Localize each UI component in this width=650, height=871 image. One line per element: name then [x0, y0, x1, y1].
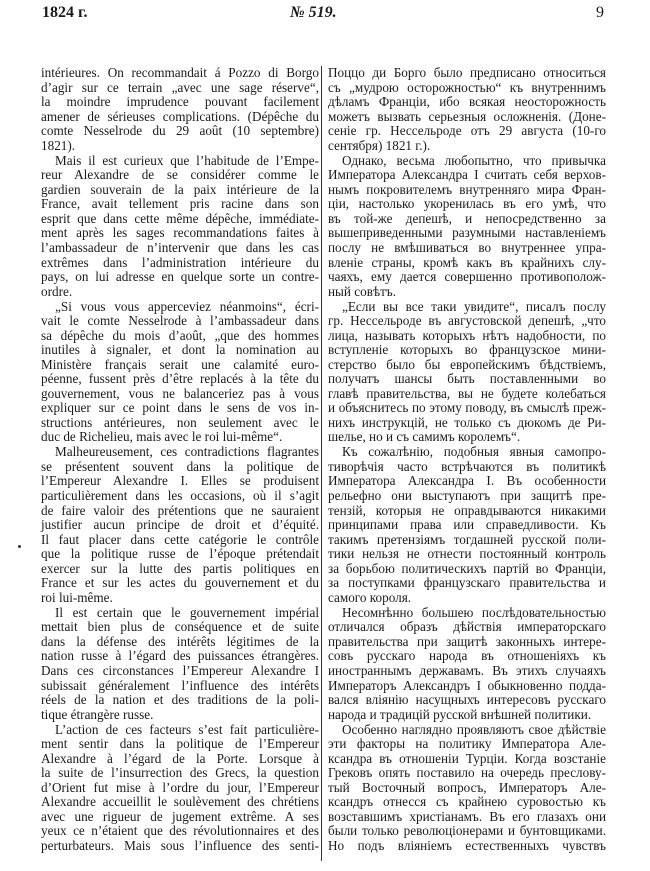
paragraph — [41, 723, 319, 854]
text-line: duc de Richelieu, mais avec le roi lui-même“. — [41, 429, 283, 445]
text-line: нымъ покровителемъ внутренняго мира Фран- — [328, 181, 606, 197]
text-line: réels de la nation et des traditions de la poli- — [41, 692, 319, 708]
text-line: дѣламъ Франціи, ибо всякая неосторожность — [328, 94, 606, 110]
paragraph — [41, 606, 319, 722]
text-line: лица, называть которыхъ нѣтъ надобности, по — [328, 327, 606, 343]
text-line: dans la défense des intérêts légitimes de la — [41, 633, 319, 649]
text-line: exercer sur la lutte des partis politiques en — [41, 560, 319, 576]
text-line: вступленіе которыхъ во французское мини- — [328, 342, 606, 358]
text-line: Императоръ Александръ I обыкновенно подда- — [328, 677, 606, 693]
paragraph — [41, 154, 319, 299]
text-line: Но подъ вліяніемъ естественныхъ чувствъ — [328, 837, 606, 853]
text-line: amener de sérieuses complications. (Dépêche du — [41, 108, 319, 124]
text-line: intérieures. On recommandait á Pozzo di Borgo — [41, 65, 319, 80]
text-line: Императора Александра I считать себя верхов- — [328, 167, 606, 183]
text-line: послу не вмѣшиваться во внутреннее упра- — [328, 239, 606, 255]
text-line: тиворѣчія часто встрѣчаются въ политикѣ — [328, 458, 606, 474]
text-line: particulièrement dans les occasions, où il s’agit — [41, 488, 319, 504]
text-line: vait le comte Nesselrode à l’ambassadeur dans — [41, 313, 319, 329]
text-line: возставшимъ христіанамъ. Въ его глазахъ они — [328, 808, 606, 824]
text-line: были только революціонерами и бунтовщиками. — [328, 823, 606, 839]
text-line: Dans ces circonstances l’Empereur Alexandre I — [41, 662, 319, 678]
text-line: pays, on lui adresse en quelque sorte un contre- — [41, 269, 319, 285]
russian-column — [328, 66, 606, 854]
text-line: главѣ правительства, вы не будете колебаться — [328, 385, 606, 401]
text-line: тый Восточный вопросъ, Императоръ Але- — [328, 779, 606, 795]
text-line: 1821). — [41, 137, 76, 153]
text-line: se présentent souvent dans la politique de — [41, 458, 319, 474]
text-line: de faire valoir des prétentions que ne sauraient — [41, 502, 319, 518]
paragraph — [328, 606, 606, 722]
text-line: сеніе гр. Нессельроде отъ 29 августа (10-го — [328, 123, 606, 139]
text-line: тики нельзя не отнести постоянный контроль — [328, 546, 606, 562]
text-line: Несомнѣнно большею послѣдовательностью — [342, 604, 606, 620]
text-line: la suite de l’insurrection des Grecs, la question — [41, 765, 319, 781]
text-line: Il faut placer dans cette catégorie le contrôle — [41, 531, 319, 547]
text-line: perturbateurs. Mais sous l’influence des senti- — [41, 837, 319, 853]
paragraph — [41, 66, 319, 153]
paragraph — [328, 723, 606, 854]
text-line: получатъ шансы быть поставленными во — [328, 371, 606, 387]
paragraph — [328, 154, 606, 299]
text-line: justifier aucun principe de droit et d’équité. — [41, 517, 319, 533]
text-line: expliquer sur ce point dans le sens de vos in- — [41, 400, 319, 416]
text-line: тензій, которыя не оправдываются никакими — [328, 502, 606, 518]
text-line: самого короля. — [328, 589, 412, 605]
text-line: avec une rigueur de jugement extrême. A ses — [41, 808, 319, 824]
text-line: вышеприведенными разумными наставленіемъ — [328, 225, 606, 241]
french-column — [41, 66, 319, 854]
scan-speck — [18, 545, 21, 548]
column-divider — [321, 66, 322, 861]
text-line: d’Orient fut mise à l’ordre du jour, l’Empereur — [41, 779, 319, 795]
text-line: ксандръ отнесся съ крайнею суровостью къ — [328, 794, 606, 810]
text-line: чаяхъ, ему дается совершенно противополож- — [328, 269, 606, 285]
text-line: la moindre imprudence pouvant facilement — [41, 94, 319, 110]
text-line: l’ambassadeur de n’intervenir que dans les cas — [41, 239, 319, 255]
text-line: ordre. — [41, 283, 73, 299]
text-line: иностраннымъ державамъ. Въ этихъ случаяхъ — [328, 662, 606, 678]
text-line: вленіе страны, кромѣ какъ въ крайнихъ слу- — [328, 254, 606, 270]
text-line: esprit que dans cette même dépêche, immédiate- — [41, 210, 319, 226]
text-line: „Если вы все таки увидите“, писалъ послу — [342, 298, 606, 314]
text-line: sa dépêche du mois d’août, „que des hommes — [41, 327, 319, 343]
paragraph — [41, 445, 319, 605]
text-line: Однако, весьма любопытно, что привычка — [342, 152, 606, 168]
text-line: Alexandre accueillit le soulèvement des chrétiens — [41, 794, 319, 810]
text-line: mettait bien plus de conséquence et de suite — [41, 619, 319, 635]
text-line: шелье, но и съ самимъ королемъ“. — [328, 429, 521, 445]
text-line: l’Empereur Alexandre I. Elles se produisent — [41, 473, 319, 489]
text-line: que la politique russe de l’époque prétendait — [41, 546, 319, 562]
text-line: subissait généralement l’influence des intérêts — [41, 677, 319, 693]
text-line: Il est certain que le gouvernement impérial — [55, 604, 319, 620]
text-line: nation russe à l’égard des puissances étrangères. — [41, 648, 319, 664]
text-line: нихъ инструкцій, не только съ дюкомъ де Ри- — [328, 414, 606, 430]
text-line: roi lui-même. — [41, 589, 113, 605]
text-line: yeux ce n’étaient que des révolutionnaires et des — [41, 823, 319, 839]
text-line: Грековъ опять поставило на очередь преслову- — [328, 765, 606, 781]
text-line: можетъ вызвать серьезныя осложненія. (Доне- — [328, 108, 606, 124]
text-line: „Si vous vous apperceviez néanmoins“, écri- — [55, 298, 319, 314]
text-line: такимъ претензіямъ тогдашней русской поли- — [328, 531, 606, 547]
text-line: France, avait tellement pris racine dans son — [41, 196, 319, 212]
text-line: gardien souverain de la paix intérieure de la — [41, 181, 319, 197]
text-line: стерство было бы европейскимъ бѣдствіемъ, — [328, 356, 606, 372]
text-line: вался вліянію насущныхъ интересовъ русскаго — [328, 692, 606, 708]
text-line: extrêmes dans l’administration intérieure du — [41, 254, 319, 270]
text-line: съ „мудрою осторожностью“ къ внутреннимъ — [328, 79, 606, 95]
text-line: Ministère français serait une calamité euro- — [41, 356, 319, 372]
text-line: ment sentir dans la politique de l’Empereur — [41, 736, 319, 752]
text-line: inutiles à signaler, et dont la nomination au — [41, 342, 319, 358]
text-line: Malheureusement, ces contradictions flagrantes — [55, 444, 319, 460]
text-line: péenne, fussent près d’être replacés à la tête du — [41, 371, 319, 387]
document-number: № 519. — [290, 4, 337, 21]
text-line: Императора Александра I. Въ особенности — [328, 473, 606, 489]
paragraph — [328, 66, 606, 153]
page-year: 1824 г. — [42, 4, 88, 21]
text-line: Mais il est curieux que l’habitude de l’Empe- — [55, 152, 319, 168]
text-line: правительства при защитѣ законныхъ интере- — [328, 633, 606, 649]
text-line: France et sur les actes du gouvernement et du — [41, 575, 319, 591]
text-line: рельефно они выступаютъ при защитѣ пре- — [328, 488, 606, 504]
text-line: принципами права или справедливости. Къ — [328, 517, 606, 533]
paragraph — [41, 300, 319, 445]
text-line: за борьбою политическихъ партій во Франціи, — [328, 560, 606, 576]
text-line: за поступками французскаго правительства и — [328, 575, 606, 591]
text-line: ксандра въ отношеніи Турціи. Когда возстаніе — [328, 750, 606, 766]
paragraph — [328, 300, 606, 445]
text-line: и объяснитесь по этому поводу, въ смыслѣ преж- — [328, 400, 606, 416]
text-line: ціи, настолько укоренилась въ его умѣ, что — [328, 196, 606, 212]
text-line: Поццо ди Борго было предписано относиться — [328, 65, 606, 80]
text-line: Особенно наглядно проявляютъ свое дѣйствіе — [342, 721, 606, 737]
text-line: гр. Нессельроде въ августовской депешѣ, „что — [328, 313, 606, 329]
text-line: въ той-же депешѣ, и непосредственно за — [328, 210, 606, 226]
text-line: Alexandre à l’égard de la Porte. Lorsque à — [41, 750, 319, 766]
text-line: ный совѣтъ. — [328, 283, 396, 299]
text-line: d’agir sur ce terrain „avec une sage réserve“, — [41, 79, 319, 95]
text-line: gouvernement, vous ne balanceriez pas à vous — [41, 385, 319, 401]
text-line: отличался образъ дѣйствія императорскаго — [328, 619, 606, 635]
text-line: tique étrangère russe. — [41, 706, 154, 722]
text-line: L’action de ces facteurs s’est fait particulière- — [55, 721, 319, 737]
text-line: Къ сожалѣнію, подобныя явныя самопро- — [342, 444, 606, 460]
text-line: совъ русскаго народа въ отношеніяхъ къ — [328, 648, 606, 664]
text-line: народа и традицій русской внѣшней политики. — [328, 706, 592, 722]
paragraph — [328, 445, 606, 605]
text-line: эти факторы на политику Императора Але- — [328, 736, 606, 752]
text-line: comte Nesselrode du 29 août (10 septembre) — [41, 123, 319, 139]
text-line: structions antérieures, non seulement avec le — [41, 414, 319, 430]
page-number: 9 — [596, 4, 604, 21]
text-line: сентября) 1821 г.). — [328, 137, 431, 153]
text-line: reur Alexandre de se considérer comme le — [41, 167, 319, 183]
text-line: ment après les sages recommandations faites à — [41, 225, 319, 241]
